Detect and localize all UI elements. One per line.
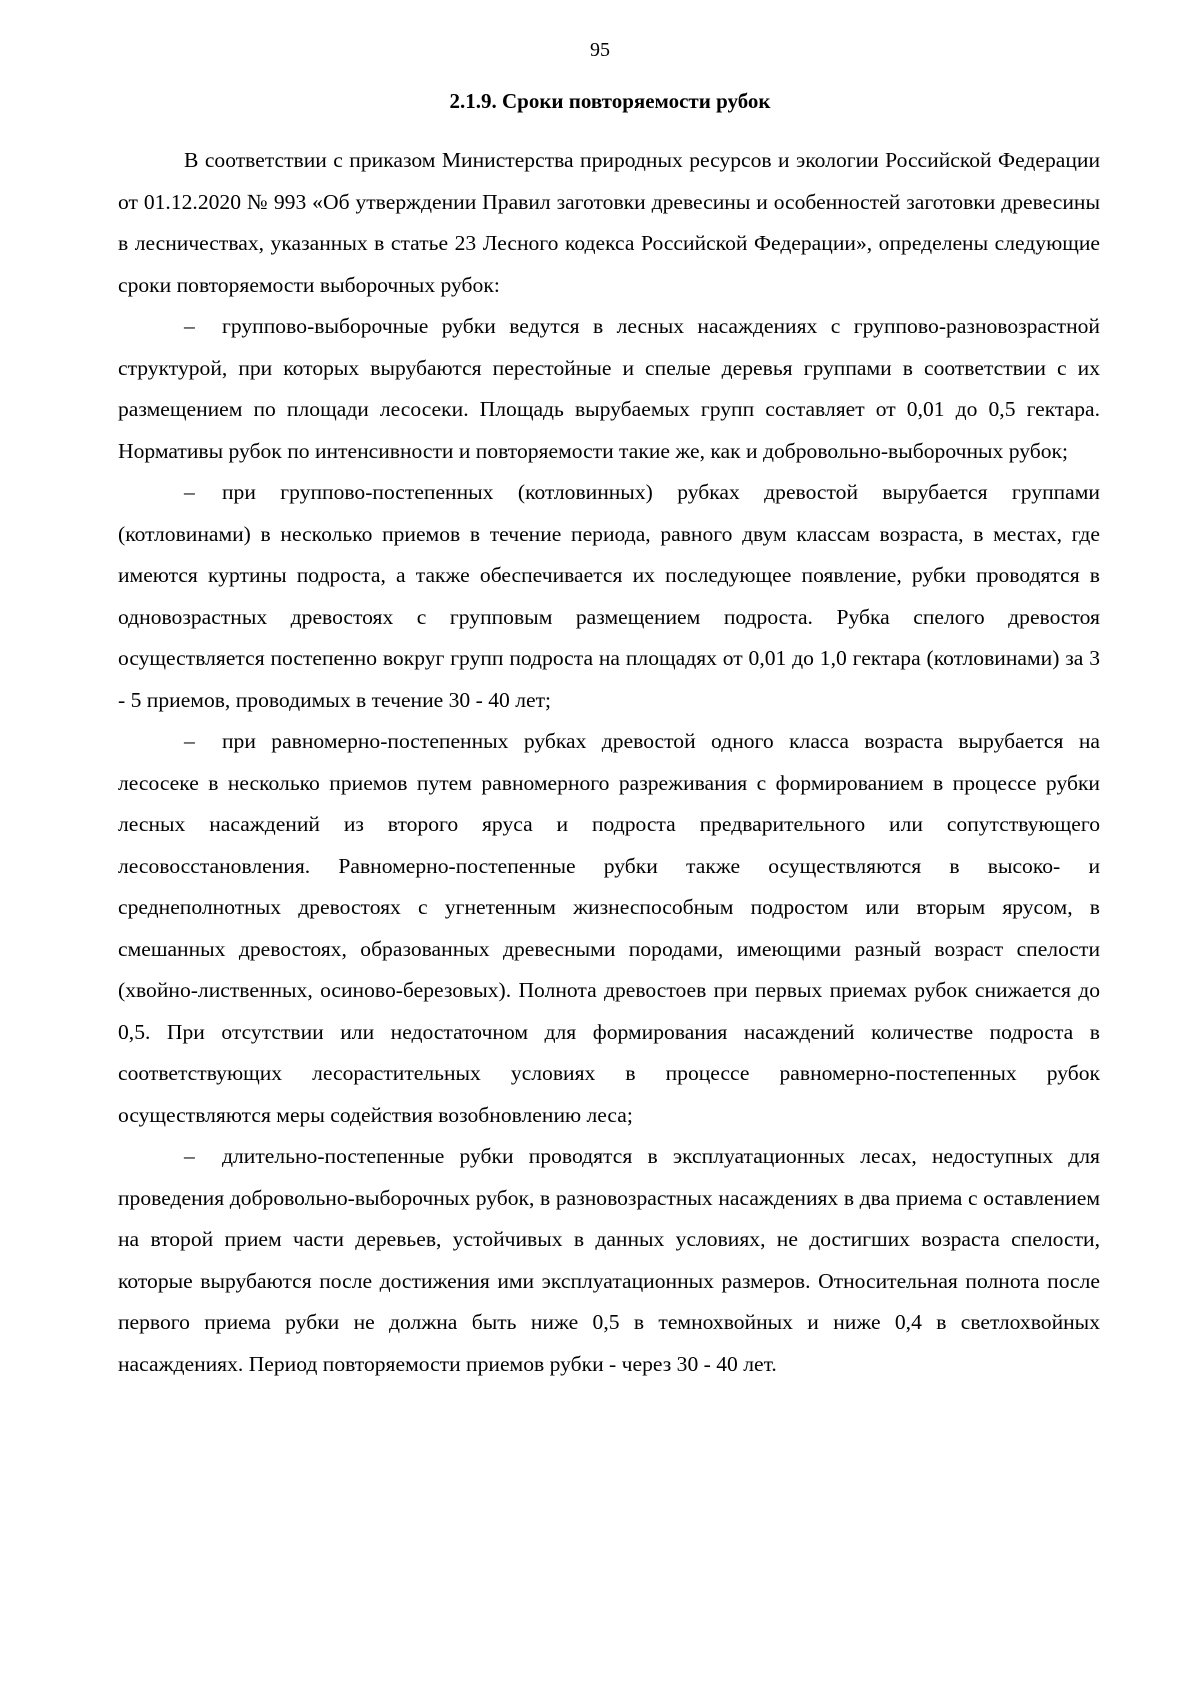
list-item [118, 306, 1100, 472]
list-dash: – [184, 1144, 195, 1168]
list-item-text: при равномерно-постепенных рубках древостой одного класса возраста вырубается на лесосеке в несколько приемов путем равномерного разреживания с формированием в процессе рубки лесных насаждений из второго яруса и подроста предварительного или сопутствующего лесовосстановления. Равномерно-постепенные рубки также осуществляются в высоко- и среднеполнотных древостоях с угнетенным жизнеспособным подростом или вторым ярусом, в смешанных древостоях, образованных древесными породами, имеющими разный возраст спелости (хвойно-лиственных, осиново-березовых). Полнота древостоев при первых приемах рубок снижается до 0,5. При отсутствии или недостаточном для формирования насаждений количестве подроста в соответствующих лесорастительных условиях в процессе равномерно-постепенных рубок осуществляются меры содействия возобновлению леса; [118, 729, 1100, 1127]
intro-paragraph: В соответствии с приказом Министерства природных ресурсов и экологии Российской Федерации от 01.12.2020 № 993 «Об утверждении Правил заготовки древесины и особенностей заготовки древесины в лесничествах, указанных в статье 23 Лесного кодекса Российской Федерации», определены следующие сроки повторяемости выборочных рубок: [118, 148, 1100, 297]
body-text [118, 140, 1100, 1385]
list-dash: – [184, 729, 195, 753]
list-item-text: длительно-постепенные рубки проводятся в эксплуатационных лесах, недоступных для проведения добровольно-выборочных рубок, в разновозрастных насаждениях в два приема с оставлением на второй прием части деревьев, устойчивых в данных условиях, не достигших возраста спелости, которые вырубаются после достижения ими эксплуатационных размеров. Относительная полнота после первого приема рубки не должна быть ниже 0,5 в темнохвойных и ниже 0,4 в светлохвойных насаждениях. Период повторяемости приемов рубки - через 30 - 40 лет. [118, 1144, 1100, 1376]
page-number: 95 [590, 39, 610, 61]
list-item-text: групповo-выборочные рубки ведутся в лесных насаждениях с групповo-разновозрастной структурой, при которых вырубаются перестойные и спелые деревья группами в соответствии с их размещением по площади лесосеки. Площадь вырубаемых групп составляет от 0,01 до 0,5 гектара. Нормативы рубок по интенсивности и повторяемости такие же, как и добровольно-выборочных рубок; [118, 314, 1100, 463]
list-dash: – [184, 480, 195, 504]
list-item [118, 472, 1100, 721]
section-title: 2.1.9. Сроки повторяемости рубок [449, 89, 771, 113]
list-item [118, 1136, 1100, 1385]
list-item [118, 721, 1100, 1136]
list-item-text: при группово-постепенных (котловинных) рубках древостой вырубается группами (котловинами) в несколько приемов в течение периода, равного двум классам возраста, в местах, где имеются куртины подроста, а также обеспечивается их последующее появление, рубки проводятся в одновозрастных древостоях с групповым размещением подроста. Рубка спелого древостоя осуществляется постепенно вокруг групп подроста на площадях от 0,01 до 1,0 гектара (котловинами) за 3 - 5 приемов, проводимых в течение 30 - 40 лет; [118, 480, 1100, 712]
list-dash: – [184, 314, 195, 338]
